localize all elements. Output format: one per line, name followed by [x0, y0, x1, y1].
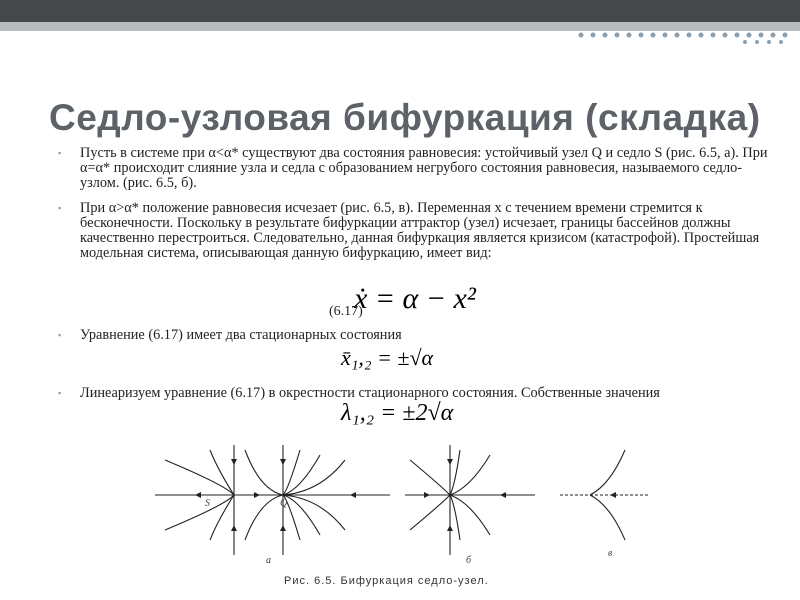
- bullet-text-2: При α>α* положение равновесия исчезает (рис. 6.5, в). Переменная x с течением времени стремится к бесконечности. Поскольку в результате бифуркации аттрактор (узел) исчезает, границы бассейнов должны качественно перестроиться. Следовательно, данная бифуркация является кризисом (катастрофой). Простейшая модельная система, описывающая данную бифуркацию, имеет вид:: [80, 200, 760, 261]
- bullet-text-3: Уравнение (6.17) имеет два стационарных состояния: [80, 327, 402, 343]
- panel-label-a: а: [266, 555, 271, 566]
- equation-model: ẋ = α − x²: [354, 282, 476, 315]
- decorative-dots: [575, 31, 790, 45]
- equation-stationary: x̄₁,₂ = ±√α: [341, 345, 434, 370]
- top-bar: [0, 0, 800, 22]
- phase-portrait-figure: [150, 440, 650, 575]
- equation-eigenvalues: λ₁,₂ = ±2√α: [341, 400, 454, 426]
- panel-label-b: б: [466, 555, 472, 566]
- saddle-label: S: [205, 498, 210, 509]
- node-label: Q: [280, 498, 288, 509]
- slide-title: Седло-узловая бифуркация (складка): [49, 97, 761, 138]
- panel-label-v: в: [608, 548, 613, 559]
- equation-number: (6.17): [329, 304, 363, 319]
- bullet-text-4: Линеаризуем уравнение (6.17) в окрестности стационарного состояния. Собственные значения: [80, 385, 660, 401]
- figure-caption: Рис. 6.5. Бифуркация седло-узел.: [284, 575, 489, 587]
- bullet-text-1: Пусть в системе при α<α* существуют два состояния равновесия: устойчивый узел Q и седло S (рис. 6.5, а). При α=α* происходит слияние узла и седла с образованием негрубого состояния равновесия, называемого седло-узлом. (рис. 6.5, б).: [80, 145, 768, 191]
- top-bar-stripe: [0, 22, 800, 31]
